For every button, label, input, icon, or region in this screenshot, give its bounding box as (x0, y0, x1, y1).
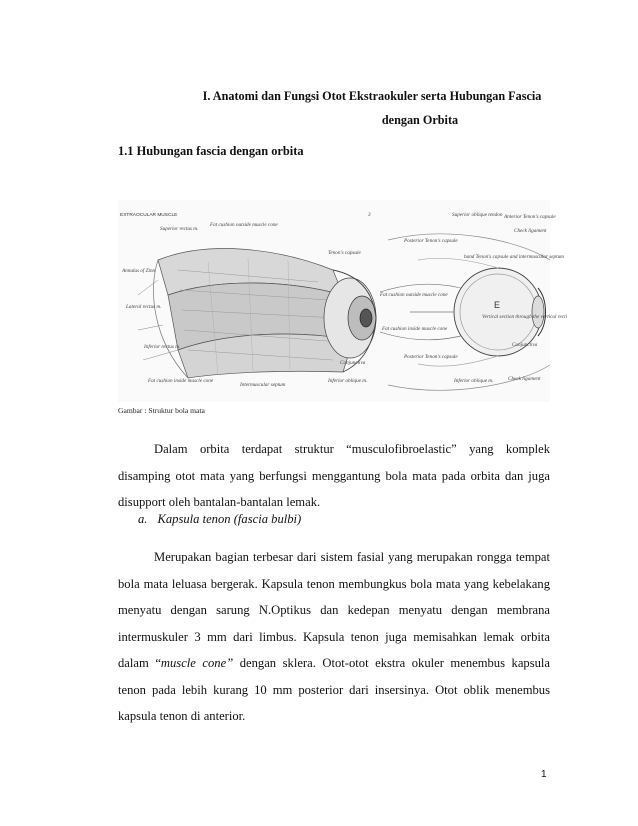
label-conjunctiva-left: Conjunctiva (340, 360, 366, 366)
label-superior-oblique-tendon: Superior oblique tendon (452, 212, 503, 218)
label-conjunctiva-right: Conjunctiva (512, 342, 538, 348)
label-fat-cushion-inside: Fat cushion inside muscle cone (148, 378, 214, 384)
label-tenons-capsule-left: Tenon's capsule (328, 250, 361, 256)
title-line-2: dengan Orbita (381, 113, 459, 127)
label-fat-cushion-outside-right: Fat cushion outside muscle cone (380, 292, 448, 298)
paragraph-2-after: dengan sklera. Otot-otot ekstra okuler menembus kapsula tenon pada lebih kurang 10 mm posterior dari insersinya. Otot oblik menembus kapsula tenon di anterior. (118, 656, 551, 723)
subheading-kapsula-tenon (138, 512, 301, 527)
page-number: 1 (541, 769, 547, 780)
document-title (120, 84, 600, 132)
label-posterior-tenons: Posterior Tenon's capsule (404, 238, 458, 244)
label-anterior-tenons: Anterior Tenon's capsule (504, 214, 556, 220)
label-annulus-zinn: Annulus of Zinn (122, 268, 156, 274)
label-inferior-rectus: Inferior rectus m. (144, 344, 181, 350)
paragraph-2 (118, 544, 550, 730)
eye-anatomy-illustration (118, 200, 568, 402)
label-fat-cushion-outside: Fat cushion outside muscle cone (210, 222, 278, 228)
title-line-1: I. Anatomi dan Fungsi Otot Ekstraokuler serta Hubungan Fascia (202, 89, 542, 103)
label-inferior-oblique-right: Inferior oblique m. (454, 378, 494, 384)
label-check-ligament-bottom: Check ligament (508, 376, 541, 382)
paragraph-2-before: Merupakan bagian terbesar dari sistem fasial yang merupakan rongga tempat bola mata leluasa bergerak. Kapsula tenon membungkus bola mata yang kebelakang menyatu dengan sarung N.Optikus dan kedepan menyatu dengan membrana intermuskuler 3 mm dari limbus. Kapsula tenon juga memisahkan lemak orbita dalam (118, 550, 550, 670)
label-superior-rectus: Superior rectus m. (160, 226, 199, 232)
subheading-letter: a. (138, 512, 148, 526)
paragraph-2-italic: muscle cone” (160, 656, 234, 670)
paragraph-2-quote-open: “ (155, 656, 161, 670)
subheading-text: Kapsula tenon (fascia bulbi) (157, 512, 302, 526)
figure-caption: Gambar : Struktur bola mata (118, 406, 205, 415)
section-heading: 1.1 Hubungan fascia dengan orbita (118, 144, 304, 158)
paragraph-1 (118, 436, 550, 516)
label-intermuscular-septum: Intermuscular septum (240, 382, 286, 388)
label-inferior-oblique-left: Inferior oblique m. (328, 378, 368, 384)
label-fat-cushion-inside-right: Fat cushion inside muscle cone (382, 326, 448, 332)
eye-anatomy-figure (118, 200, 568, 402)
label-letter-e: E (494, 300, 501, 310)
label-extraocular-muscle: EXTRAOCULAR MUSCLE (120, 213, 178, 218)
paragraph-1-text: Dalam orbita terdapat struktur “musculofibroelastic” yang komplek disamping otot mata yang berfungsi menggantung bola mata pada orbita dan juga disupport oleh bantalan-bantalan lemak. (118, 442, 550, 509)
label-lateral-rectus: Lateral rectus m. (126, 304, 162, 310)
label-band-tenons: band Tenon's capsule and intermuscular septum (464, 254, 564, 260)
label-posterior-tenons-bottom: Posterior Tenon's capsule (404, 354, 458, 360)
label-vertical-section: Vertical section through the vertical recti (482, 314, 568, 320)
label-check-ligament-top: Check ligament (514, 228, 547, 234)
label-page-mark: 3 (368, 212, 371, 218)
